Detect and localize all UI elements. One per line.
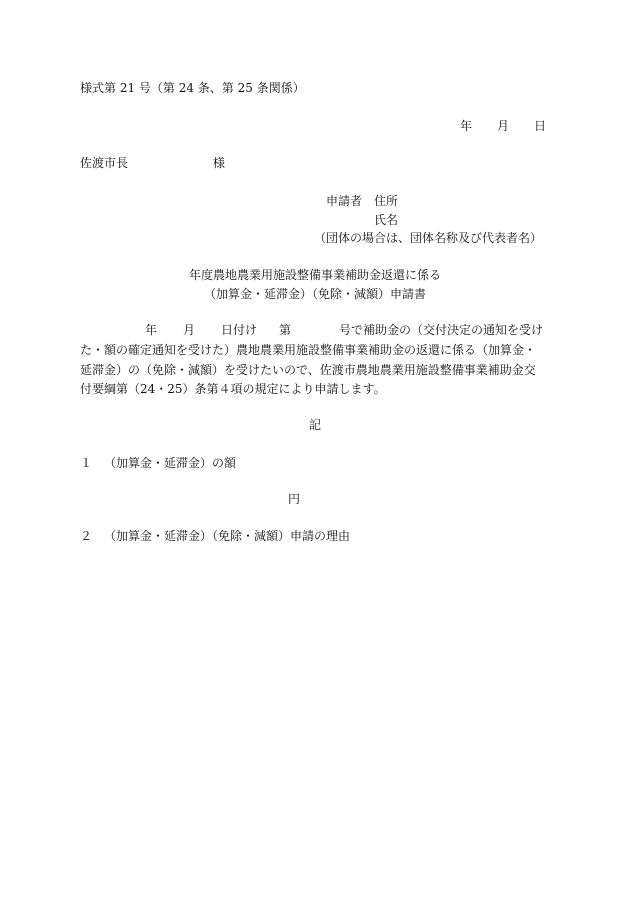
item2-number: ２: [80, 529, 93, 543]
body-line1-rest: 号で補助金の（交付決定の通知を受け: [339, 323, 544, 337]
item2-label: （加算金・延滞金）（免除・減額）申請の理由: [104, 529, 351, 543]
item1-label: （加算金・延滞金）の額: [104, 456, 237, 470]
body-month: 月: [183, 323, 196, 337]
body-line2: た・額の確定通知を受けた）農地農業用施設整備事業補助金の返還に係る（加算金・: [80, 343, 537, 357]
body-number-prefix: 第: [279, 323, 292, 337]
body-dated: 日付け: [221, 323, 258, 337]
item1-number: １: [80, 456, 93, 470]
body-year: 年: [145, 323, 158, 337]
applicant-org-note: （団体の場合は、団体名称及び代表者名）: [314, 231, 543, 245]
date-day: 日: [534, 119, 547, 133]
ki-heading: 記: [308, 418, 321, 432]
date-line: [0, 118, 630, 134]
applicant-address-label: 住所: [374, 194, 399, 208]
form-number: 様式第 21 号（第 24 条、第 25 条関係）: [80, 81, 305, 95]
date-month: 月: [497, 119, 510, 133]
title-line2: （加算金・延滞金）（免除・減額）申請書: [203, 287, 426, 301]
addressee-name: 佐渡市長: [80, 156, 129, 170]
applicant-name-label: 氏名: [374, 213, 399, 227]
date-year: 年: [460, 119, 473, 133]
title-line1: 年度農地農業用施設整備事業補助金返還に係る: [188, 268, 441, 282]
body-line3: 延滞金）の（免除・減額）を受けたいので、佐渡市農地農業用施設整備事業補助金交: [80, 363, 536, 377]
item1-unit: 円: [288, 492, 301, 506]
applicant-label: 申請者: [326, 194, 363, 208]
addressee-honorific: 様: [213, 156, 226, 170]
body-line4: 付要綱第（24・25）条第４項の規定により申請します。: [80, 382, 386, 396]
